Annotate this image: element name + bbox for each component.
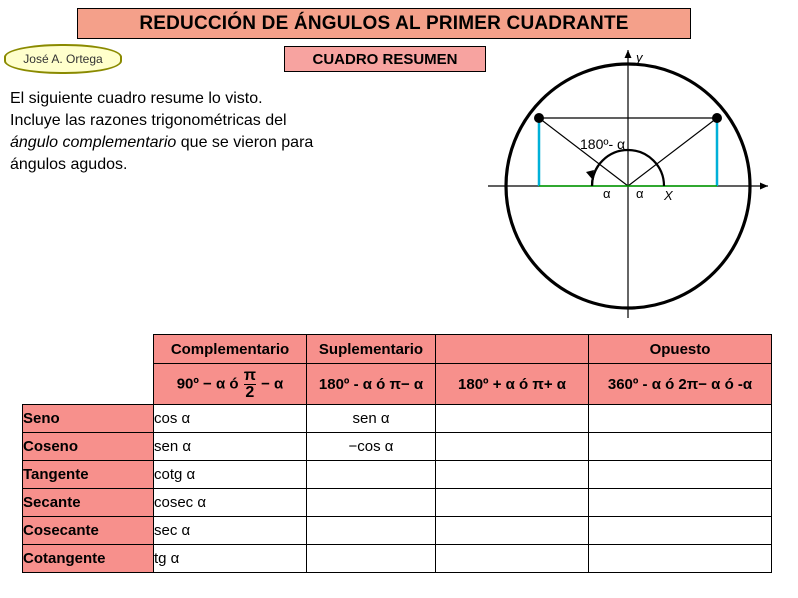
header-opuesto: Opuesto — [589, 335, 772, 364]
unit-circle-figure — [468, 46, 788, 321]
cell-seno-opuesto — [589, 405, 772, 433]
table-row — [23, 433, 772, 461]
intro-line-2: Incluye las razones trigonométricas del — [10, 112, 287, 129]
cell-cosecante-opuesto — [589, 517, 772, 545]
header-complementario-formula — [154, 364, 307, 405]
x-axis-label: X — [664, 188, 673, 203]
supplementary-angle-label: 180º- α — [580, 136, 626, 152]
author-name: José A. Ortega — [23, 52, 103, 66]
cell-seno-col4 — [436, 405, 589, 433]
point-left — [534, 113, 544, 123]
header-complementario: Complementario — [154, 335, 307, 364]
page-subtitle-text: CUADRO RESUMEN — [312, 50, 458, 68]
header-corner-blank — [23, 335, 154, 364]
cell-secante-col4 — [436, 489, 589, 517]
row-label-tangente: Tangente — [23, 461, 154, 489]
summary-table — [22, 334, 772, 573]
table-header-row-top — [23, 335, 772, 364]
intro-line-4: ángulos agudos. — [10, 156, 128, 173]
table-row — [23, 461, 772, 489]
cell-seno-suplementario: sen α — [307, 405, 436, 433]
angle-label-right: α — [636, 186, 644, 201]
supplementary-angle-arc-tip — [592, 166, 598, 186]
x-axis-arrow — [760, 183, 768, 190]
cell-seno-complementario: cos α — [154, 405, 307, 433]
row-label-seno: Seno — [23, 405, 154, 433]
cell-cotangente-opuesto — [589, 545, 772, 573]
header-complementario-formula-tail: − α — [261, 374, 284, 392]
row-label-cosecante: Cosecante — [23, 517, 154, 545]
cell-cosecante-col4 — [436, 517, 589, 545]
cell-tangente-complementario: cotg α — [154, 461, 307, 489]
row-label-coseno: Coseno — [23, 433, 154, 461]
table-row — [23, 545, 772, 573]
intro-line-3-rest: que se vieron para — [176, 134, 314, 151]
y-axis-arrow — [625, 50, 632, 58]
cell-tangente-col4 — [436, 461, 589, 489]
cell-cosecante-suplementario — [307, 517, 436, 545]
unit-circle-svg — [468, 46, 788, 321]
cell-tangente-suplementario — [307, 461, 436, 489]
header-suplementario: Suplementario — [307, 335, 436, 364]
page-title-text: REDUCCIÓN DE ÁNGULOS AL PRIMER CUADRANTE — [139, 12, 629, 34]
author-badge — [4, 44, 122, 74]
cell-cotangente-col4 — [436, 545, 589, 573]
cell-secante-complementario: cosec α — [154, 489, 307, 517]
intro-line-3-italic: ángulo complementario — [10, 134, 177, 151]
cell-secante-suplementario — [307, 489, 436, 517]
cell-secante-opuesto — [589, 489, 772, 517]
cell-coseno-col4 — [436, 433, 589, 461]
table-row — [23, 405, 772, 433]
table-row — [23, 489, 772, 517]
header-opuesto-formula: 360º - α ó 2π− α ó -α — [589, 364, 772, 405]
header-col4 — [436, 335, 589, 364]
header-col4-formula: 180º + α ó π+ α — [436, 364, 589, 405]
point-right — [712, 113, 722, 123]
cell-tangente-opuesto — [589, 461, 772, 489]
table-row — [23, 517, 772, 545]
intro-text — [10, 88, 370, 176]
intro-line-3 — [10, 132, 370, 154]
cell-coseno-complementario: sen α — [154, 433, 307, 461]
angle-label-left: α — [603, 186, 611, 201]
row-label-secante: Secante — [23, 489, 154, 517]
page-subtitle — [284, 46, 486, 72]
header-suplementario-formula: 180º - α ó π− α — [307, 364, 436, 405]
header-corner-blank-2 — [23, 364, 154, 405]
cell-cotangente-complementario: tg α — [154, 545, 307, 573]
cell-cosecante-complementario: sec α — [154, 517, 307, 545]
fraction-denominator: 2 — [245, 383, 255, 401]
header-complementario-formula-text: 90º − α ó — [176, 374, 239, 392]
fraction-numerator: π — [243, 366, 256, 384]
header-complementario-fraction — [244, 368, 256, 401]
y-axis-label: y — [636, 50, 643, 65]
intro-line-1: El siguiente cuadro resume lo visto. — [10, 90, 263, 107]
cell-cotangente-suplementario — [307, 545, 436, 573]
row-label-cotangente: Cotangente — [23, 545, 154, 573]
page-title — [77, 8, 691, 39]
cell-coseno-opuesto — [589, 433, 772, 461]
cell-coseno-suplementario: −cos α — [307, 433, 436, 461]
table-header-row-bottom — [23, 364, 772, 405]
